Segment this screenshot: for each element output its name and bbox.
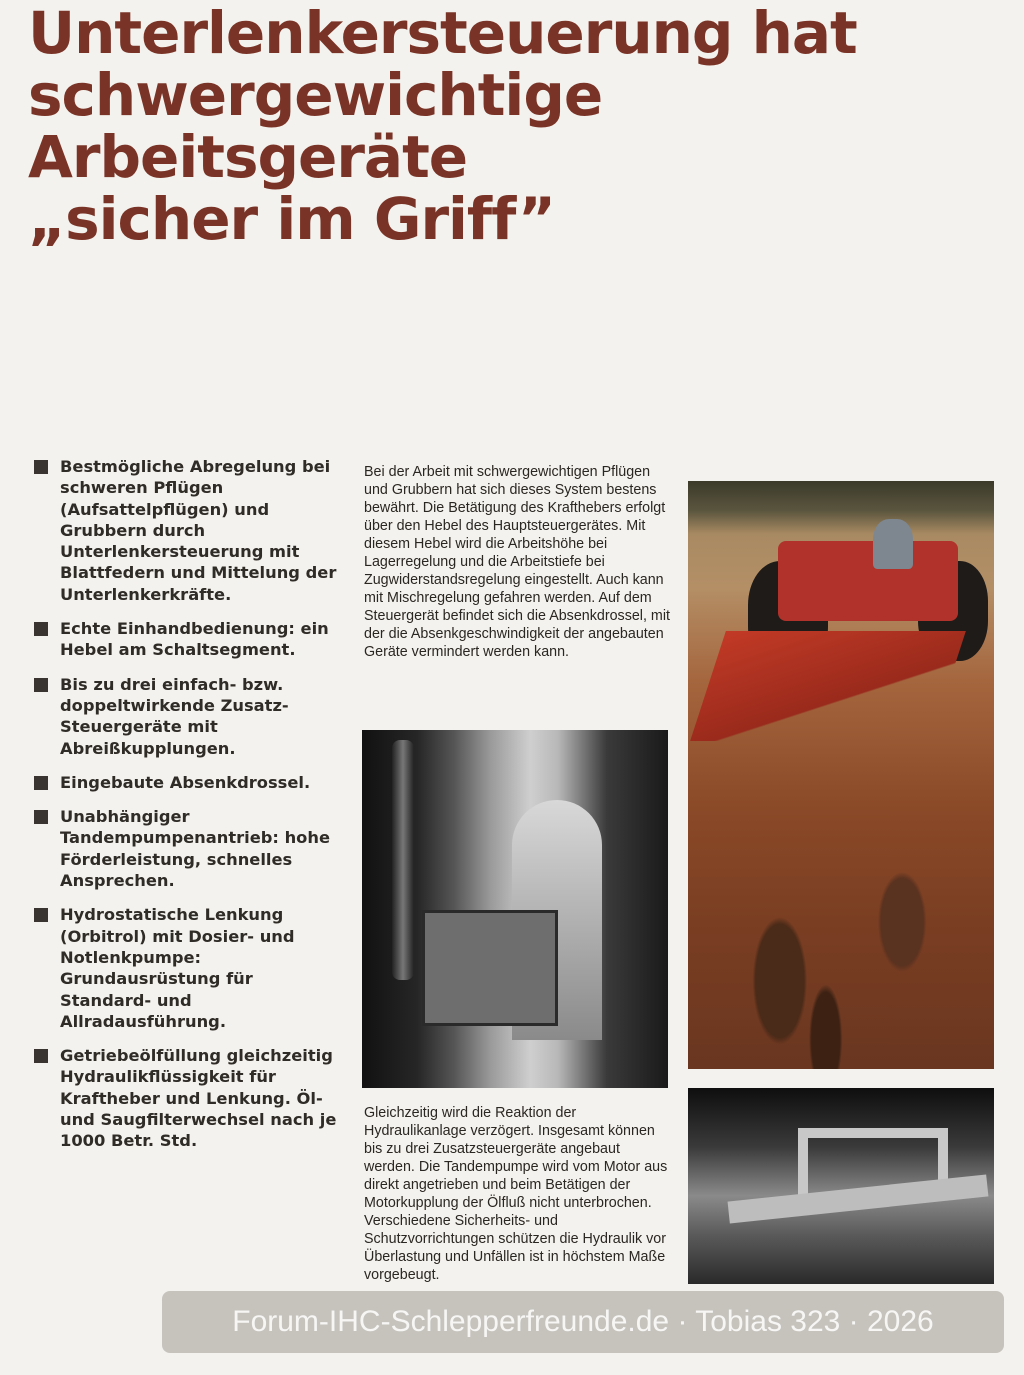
headline: [28, 0, 1018, 253]
headline-line-3: Arbeitsgeräte: [28, 123, 468, 191]
feature-list: [34, 456, 346, 1165]
feature-text: Eingebaute Absenkdrossel.: [60, 772, 311, 792]
bullet-square-icon: [34, 1049, 48, 1063]
bullet-square-icon: [34, 622, 48, 636]
feature-text: Echte Einhandbedienung: ein Hebel am Schaltsegment.: [60, 619, 329, 660]
headline-line-2: schwergewichtige: [28, 61, 603, 129]
headline-line-4: „sicher im Griff”: [28, 185, 555, 253]
bullet-square-icon: [34, 908, 48, 922]
tractor-body: [778, 541, 958, 621]
control-plate: [422, 910, 558, 1026]
bullet-square-icon: [34, 460, 48, 474]
tractor-ploughing-photo: [688, 481, 994, 1069]
feature-text: Hydrostatische Lenkung (Orbitrol) mit Dosier- und Notlenkpumpe: Grundausrüstung für Standard- und Allradausführung.: [60, 905, 295, 1031]
feature-item: [34, 772, 346, 793]
feature-item: [34, 618, 346, 661]
watermark-text: Forum-IHC-Schlepperfreunde.de · Tobias 323 · 2026: [232, 1305, 934, 1338]
feature-item: [34, 1045, 346, 1151]
feature-text: Unabhängiger Tandempumpenantrieb: hohe Förderleistung, schnelles Ansprechen.: [60, 807, 330, 891]
feature-text: Bestmögliche Abregelung bei schweren Pflügen (Aufsattelpflügen) und Grubbern durch Unterlenkersteuerung mit Blattfedern und Mittelung der Unterlenkerkräfte.: [60, 457, 337, 604]
watermark-banner: [162, 1291, 1004, 1353]
body-paragraph-1: Bei der Arbeit mit schwergewichtigen Pflügen und Grubbern hat sich dieses System bestens bewährt. Die Betätigung des Krafthebers erfolgt über den Hebel des Hauptsteuergerätes. Mit diesem Hebel wird die Arbeitshöhe bei Lagerregelung und die Arbeitstiefe bei Zugwiderstandsregelung eingestellt. Auch kann mit Mischregelung gefahren werden. Auf dem Steuergerät befindet sich die Absenkdrossel, mit der die Absenkgeschwindigkeit der angebauten Geräte vermindert werden kann.: [364, 464, 670, 660]
plough: [690, 631, 966, 741]
bullet-square-icon: [34, 678, 48, 692]
headline-line-1: Unterlenkersteuerung hat: [28, 0, 857, 67]
tractor-driver: [873, 519, 913, 569]
feature-item: [34, 904, 346, 1032]
bullet-square-icon: [34, 776, 48, 790]
feature-item: [34, 806, 346, 891]
bullet-square-icon: [34, 810, 48, 824]
lower-link-hitch-photo: [688, 1088, 994, 1284]
control-lever-photo: [362, 730, 668, 1088]
body-paragraph-2: Gleichzeitig wird die Reaktion der Hydraulikanlage verzögert. Insgesamt können bis zu drei Zusatzsteuergeräte angebaut werden. Die Tandempumpe wird vom Motor aus direkt angetrieben und beim Betätigen der Motorkupplung der Ölfluß nicht unterbrochen. Verschiedene Sicherheits- und Schutzvorrichtungen schützen die Hydraulik vor Überlastung und Unfällen ist in höchstem Maße vorgebeugt.: [364, 1105, 668, 1283]
feature-item: [34, 456, 346, 605]
feature-text: Bis zu drei einfach- bzw. doppeltwirkende Zusatz-Steuergeräte mit Abreißkupplungen.: [60, 674, 289, 758]
feature-text: Getriebeölfüllung gleichzeitig Hydraulikflüssigkeit für Kraftheber und Lenkung. Öl- und Saugfilterwechsel nach je 1000 Betr. Std.: [60, 1046, 337, 1151]
feature-item: [34, 674, 346, 759]
lever-rod: [392, 740, 414, 980]
